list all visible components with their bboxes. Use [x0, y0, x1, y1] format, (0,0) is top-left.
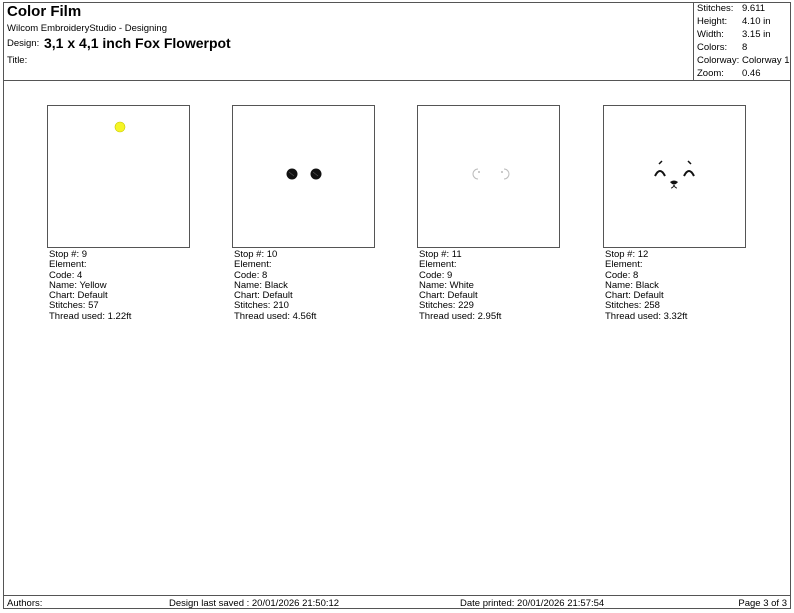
stat-width — [694, 29, 792, 42]
stop-code: Code: 4 — [49, 269, 83, 281]
stop-stitches: Stitches: 229 — [419, 300, 474, 312]
stat-stitches — [694, 3, 792, 16]
stop-element: Element: — [419, 259, 457, 271]
stop-thread-used: Thread used: 2.95ft — [419, 310, 502, 322]
stop-color-name: Name: Yellow — [49, 279, 107, 291]
stat-value: 0.46 — [742, 68, 761, 79]
stat-label: Width: — [697, 29, 724, 40]
stitch-preview — [47, 105, 190, 248]
stop-thread-used: Thread used: 3.32ft — [605, 310, 688, 322]
stop-chart: Chart: Default — [49, 290, 108, 302]
stop-info — [234, 250, 316, 322]
stop-number: Stop #: 12 — [605, 249, 649, 260]
authors-label: Authors: — [7, 598, 43, 609]
stop-stitches: Stitches: 57 — [49, 300, 99, 312]
stop-code: Code: 9 — [419, 269, 453, 281]
yellow-dot-preview — [48, 106, 191, 249]
stop-number: Stop #: 11 — [419, 249, 462, 260]
report-header — [3, 2, 791, 81]
stat-label: Stitches: — [697, 3, 734, 14]
title-label: Title: — [7, 55, 28, 66]
stop-chart: Chart: Default — [419, 290, 478, 302]
stop-number: Stop #: 9 — [49, 249, 88, 260]
stat-colorway — [694, 55, 792, 68]
stop-element: Element: — [234, 259, 272, 271]
stat-label: Zoom: — [697, 68, 724, 79]
report-footer — [3, 595, 791, 610]
stop-color-name: Name: Black — [605, 279, 659, 291]
stop-info — [605, 250, 687, 322]
stop-thread-used: Thread used: 4.56ft — [234, 310, 317, 322]
stitch-preview — [417, 105, 560, 248]
stat-value: Colorway 1 — [742, 55, 790, 66]
stop-chart: Chart: Default — [605, 290, 664, 302]
stop-stitches: Stitches: 258 — [605, 300, 660, 312]
stop-chart: Chart: Default — [234, 290, 293, 302]
design-stats — [693, 2, 792, 80]
stat-colors — [694, 42, 792, 55]
last-saved: Design last saved : 20/01/2026 21:50:12 — [169, 598, 340, 609]
fox-face-lines-preview — [604, 106, 747, 249]
stop-code: Code: 8 — [234, 269, 268, 281]
stop-info — [49, 250, 131, 322]
stat-value: 3.15 in — [742, 29, 771, 40]
white-highlights-preview — [418, 106, 561, 249]
stat-height — [694, 16, 792, 29]
stop-stitches: Stitches: 210 — [234, 300, 289, 312]
stitch-preview — [232, 105, 375, 248]
stat-value: 8 — [742, 42, 748, 53]
design-label: Design: — [7, 38, 40, 49]
stat-zoom — [694, 68, 792, 81]
stat-label: Colors: — [697, 42, 728, 53]
black-eyes-preview — [233, 106, 376, 249]
software-name: Wilcom EmbroideryStudio - Designing — [7, 23, 167, 34]
stop-thread-used: Thread used: 1.22ft — [49, 310, 132, 322]
stop-element: Element: — [605, 259, 643, 271]
stat-value: 4.10 in — [742, 16, 771, 27]
stop-color-name: Name: White — [419, 279, 474, 291]
stop-color-name: Name: Black — [234, 279, 288, 291]
stat-value: 9.611 — [742, 3, 766, 14]
stat-label: Colorway: — [697, 55, 740, 66]
date-printed: Date printed: 20/01/2026 21:57:54 — [460, 598, 605, 609]
report-title: Color Film — [7, 3, 82, 20]
stitch-preview — [603, 105, 746, 248]
page-number: Page 3 of 3 — [738, 598, 787, 609]
stop-element: Element: — [49, 259, 87, 271]
stop-code: Code: 8 — [605, 269, 639, 281]
design-name: 3,1 x 4,1 inch Fox Flowerpot — [44, 35, 231, 51]
stop-number: Stop #: 10 — [234, 249, 278, 260]
stat-label: Height: — [697, 16, 728, 27]
stop-info — [419, 250, 501, 322]
